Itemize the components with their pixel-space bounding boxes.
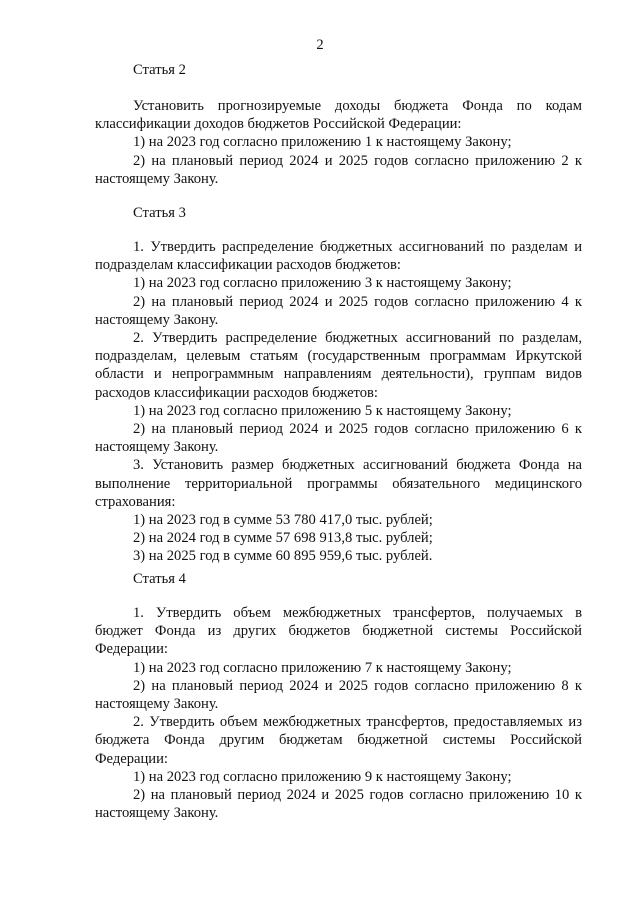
article-4-point-2-item-2: 2) на плановый период 2024 и 2025 годов согласно приложению 10 к настоящему Закону. — [95, 787, 582, 822]
article-4-point-2: 2. Утвердить объем межбюджетных трансфертов, предоставляемых из бюджета Фонда другим бюджетам бюджетной системы Российской Федерации: — [95, 714, 582, 767]
article-3-point-2: 2. Утвердить распределение бюджетных ассигнований по разделам, подразделам, целевым статьям (государственным программам Иркутской области и непрограммным направлениям деятельности), группам видов расходов классификации расходов бюджетов: — [95, 330, 582, 401]
article-3-point-3: 3. Установить размер бюджетных ассигнований бюджета Фонда на выполнение территориальной программы обязательного медицинского страхования: — [95, 457, 582, 510]
article-2-item-2: 2) на плановый период 2024 и 2025 годов согласно приложению 2 к настоящему Закону. — [95, 152, 582, 187]
page-number: 2 — [316, 37, 324, 53]
article-3-point-3-item-1: 1) на 2023 год в сумме 53 780 417,0 тыс. рублей; — [133, 512, 433, 529]
article-3-body — [95, 238, 582, 566]
article-2-body — [95, 97, 582, 188]
article-4-point-1-item-2: 2) на плановый период 2024 и 2025 годов согласно приложению 8 к настоящему Закону. — [95, 677, 582, 713]
article-3-point-1-item-1: 1) на 2023 год согласно приложению 3 к настоящему Закону; — [133, 275, 512, 292]
article-4-body — [95, 604, 582, 822]
article-3-heading: Статья 3 — [133, 205, 186, 221]
article-3-point-1-item-2: 2) на плановый период 2024 и 2025 годов согласно приложению 4 к настоящему Закону. — [95, 293, 582, 328]
article-4-point-1-item-1: 1) на 2023 год согласно приложению 7 к настоящему Закону; — [133, 659, 512, 676]
article-3-point-2-item-2: 2) на плановый период 2024 и 2025 годов согласно приложению 6 к настоящему Закону. — [95, 421, 582, 456]
article-2-item-1: 1) на 2023 год согласно приложению 1 к настоящему Закону; — [133, 134, 512, 151]
article-3-point-1: 1. Утвердить распределение бюджетных ассигнований по разделам и подразделам классификации расходов бюджетов: — [95, 239, 582, 274]
article-4-point-2-item-1: 1) на 2023 год согласно приложению 9 к настоящему Закону; — [133, 768, 512, 785]
article-3-point-3-item-2: 2) на 2024 год в сумме 57 698 913,8 тыс. рублей; — [133, 530, 433, 547]
article-3-point-3-item-3: 3) на 2025 год в сумме 60 895 959,6 тыс. рублей. — [133, 548, 433, 565]
article-2-intro: Установить прогнозируемые доходы бюджета Фонда по кодам классификации доходов бюджетов Российской Федерации: — [95, 98, 582, 133]
article-4-heading: Статья 4 — [133, 571, 186, 587]
article-4-point-1: 1. Утвердить объем межбюджетных трансфертов, получаемых в бюджет Фонда из других бюджетов бюджетной системы Российской Федерации: — [95, 605, 582, 658]
article-3-point-2-item-1: 1) на 2023 год согласно приложению 5 к настоящему Закону; — [133, 402, 512, 419]
article-2-heading: Статья 2 — [133, 62, 186, 78]
